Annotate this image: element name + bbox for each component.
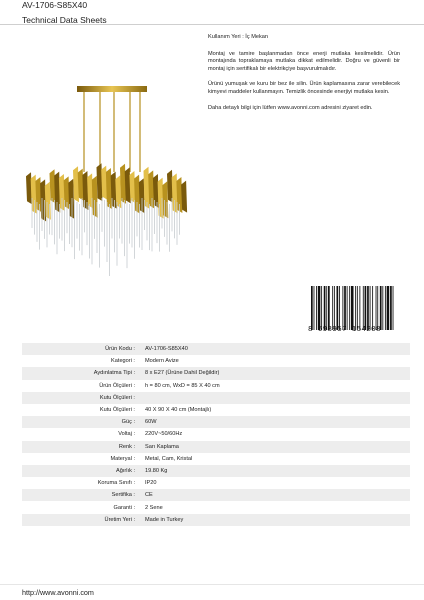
spec-key: Materyal : [22,453,139,465]
spec-table [22,343,410,526]
spec-value: 8 x E27 (Ürüne Dahil Değildir) [139,367,410,379]
table-row [22,367,410,379]
spec-key: Üretim Yeri : [22,514,139,526]
spec-key: Voltaj : [22,428,139,440]
spec-key: Renk : [22,441,139,453]
table-row [22,428,410,440]
product-code-title: AV-1706-S85X40 [22,0,88,10]
spec-value: h = 80 cm, WxD = 85 X 40 cm [139,380,410,392]
table-row [22,380,410,392]
spec-value [139,392,410,404]
spec-value: Sarı Kaplama [139,441,410,453]
safety-paragraph: Montaj ve tamire başlanmadan önce enerji mutlaka kesilmelidir. Ürün montajında topraklamaya mutlaka dikkat edilmelidir. Doğru ve güvenli bir montaj için sertifikalı bir elektrikçiye başvurulmalıdır. [208,50,400,72]
spec-key: Sertifika : [22,489,139,501]
spec-value: 40 X 90 X 40 cm (Montajlı) [139,404,410,416]
info-block [208,34,400,120]
usage-area-text: Kullanım Yeri : İç Mekan [208,34,269,40]
document-subtitle: Technical Data Sheets [22,15,107,25]
spec-value: 60W [139,416,410,428]
spec-value: 19.80 Kg [139,465,410,477]
spec-value: Made in Turkey [139,514,410,526]
spec-key: Kutu Ölçüleri : [22,392,139,404]
chandelier-photo [22,80,192,310]
document-header [22,0,412,26]
table-row [22,453,410,465]
footer-url[interactable]: http://www.avonni.com [22,588,94,597]
table-row [22,514,410,526]
spec-key: Ürün Kodu : [22,343,139,355]
spec-key: Kategori : [22,355,139,367]
spec-key: Garanti : [22,501,139,513]
footer-divider [0,584,424,585]
spec-value: AV-1706-S85X40 [139,343,410,355]
table-row [22,404,410,416]
spec-value: Modern Avize [139,355,410,367]
spec-key: Ürün Ölçüleri : [22,380,139,392]
spec-key: Koruma Sınıfı : [22,477,139,489]
table-row [22,489,410,501]
table-row [22,416,410,428]
spec-value: CE [139,489,410,501]
header-divider [0,24,424,25]
spec-key: Ağırlık : [22,465,139,477]
table-row [22,392,410,404]
table-row [22,355,410,367]
table-row [22,465,410,477]
website-paragraph: Daha detaylı bilgi için lütfen www.avonni.com adresini ziyaret edin. [208,104,373,111]
spec-value: 2 Sene [139,501,410,513]
table-row [22,501,410,513]
spec-key: Güç : [22,416,139,428]
spec-key: Aydınlatma Tipi : [22,367,139,379]
cleaning-paragraph: Ürünü yumuşak ve kuru bir bez ile silin. Ürün kaplamasına zarar verebilecek kimyevi maddeler kullanmayın. Temizlik öncesinde enerjiyi mutlaka kesin. [208,81,400,95]
table-row [22,441,410,453]
table-row [22,477,410,489]
barcode-digits: 8 698957 154208 [308,326,381,334]
table-row [22,343,410,355]
spec-value: Metal, Cam, Kristal [139,453,410,465]
spec-key: Kutu Ölçüleri : [22,404,139,416]
spec-value: 220V~50/60Hz [139,428,410,440]
spec-value: IP20 [139,477,410,489]
